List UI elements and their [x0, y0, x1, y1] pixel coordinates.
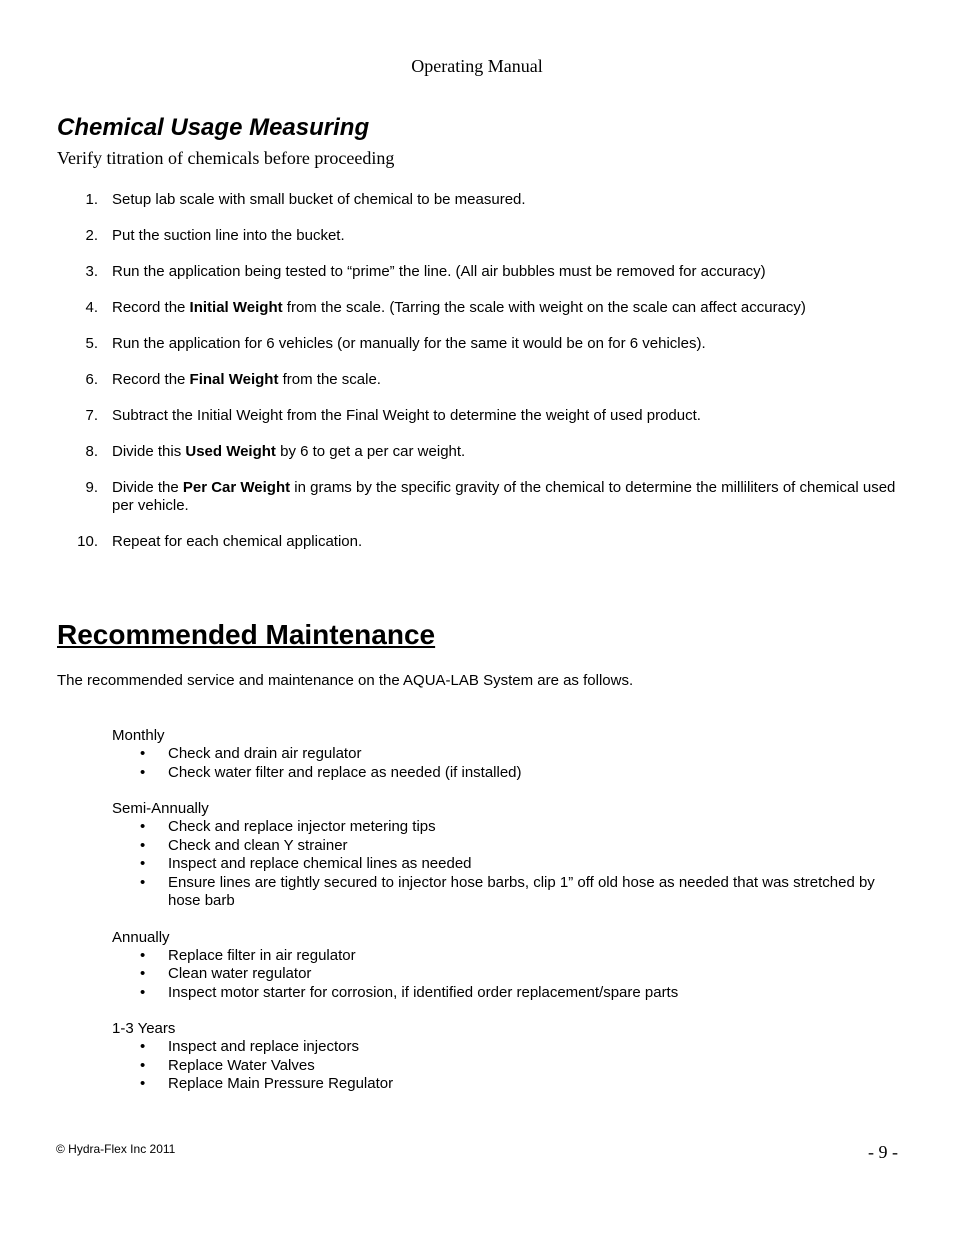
bullet-icon: • — [140, 946, 146, 964]
group-title: 1-3 Years — [112, 1020, 176, 1037]
maintenance-schedule — [0, 726, 900, 1111]
list-item — [0, 1038, 900, 1057]
maintenance-group-annually — [0, 928, 900, 1003]
step-number: 5. — [85, 335, 98, 352]
step-number: 10. — [77, 533, 98, 550]
step-bold-term: Initial Weight — [189, 299, 283, 316]
step-number: 3. — [85, 263, 98, 280]
list-item — [0, 837, 900, 856]
item-text: Replace Main Pressure Regulator — [168, 1075, 394, 1092]
step-text-after: in grams by the specific gravity of the chemical to determine the milliliters of chemical used per vehicle. — [112, 479, 896, 514]
step-text: Divide this — [112, 443, 186, 460]
bullet-icon: • — [140, 1075, 146, 1092]
step-number: 2. — [85, 227, 98, 244]
step-item — [0, 263, 900, 281]
list-item — [0, 984, 900, 1003]
maintenance-group-monthly — [0, 726, 900, 782]
item-text: Inspect motor starter for corrosion, if identified order replacement/spare parts — [168, 983, 679, 1001]
item-text: Ensure lines are tightly secured to injector hose barbs, clip 1” off old hose as needed that was stretched by hose barb — [168, 873, 875, 909]
list-item — [0, 1075, 900, 1094]
step-text: Subtract the Initial Weight from the Final Weight to determine the weight of used product. — [112, 407, 701, 424]
item-text: Inspect and replace chemical lines as needed — [168, 855, 472, 872]
step-item — [0, 335, 900, 353]
group-list — [0, 818, 900, 911]
step-item — [0, 227, 900, 245]
group-title: Monthly — [112, 727, 165, 744]
item-text: Check and replace injector metering tips — [168, 818, 436, 835]
step-text: Put the suction line into the bucket. — [112, 227, 345, 244]
chemical-usage-subtitle: Verify titration of chemicals before proceeding — [57, 148, 395, 168]
step-item — [0, 479, 900, 515]
chemical-steps-list — [0, 191, 900, 569]
step-item — [0, 533, 900, 551]
bullet-icon: • — [140, 745, 146, 762]
list-item — [0, 1057, 900, 1076]
item-text: Replace Water Valves — [168, 1056, 315, 1074]
bullet-icon: • — [140, 836, 146, 854]
list-item — [0, 947, 900, 966]
step-number: 6. — [85, 371, 98, 388]
list-item — [0, 855, 900, 874]
step-item — [0, 443, 900, 461]
maintenance-intro: The recommended service and maintenance on the AQUA-LAB System are as follows. — [57, 672, 634, 689]
group-title: Semi-Annually — [112, 800, 209, 817]
step-text-after: from the scale. — [278, 371, 381, 388]
step-number: 1. — [85, 191, 98, 208]
footer-copyright: © Hydra-Flex Inc 2011 — [56, 1142, 176, 1156]
step-item — [0, 299, 900, 317]
bullet-icon: • — [140, 983, 146, 1001]
step-item — [0, 371, 900, 389]
list-item — [0, 745, 900, 764]
group-list — [0, 947, 900, 1003]
list-item — [0, 874, 900, 911]
step-text: Repeat for each chemical application. — [112, 533, 363, 550]
maintenance-group-1-3-years — [0, 1019, 900, 1094]
item-text: Inspect and replace injectors — [168, 1038, 359, 1055]
step-number: 9. — [85, 479, 98, 496]
step-text: Record the — [112, 299, 190, 316]
step-number: 4. — [85, 299, 98, 316]
maintenance-heading: Recommended Maintenance — [57, 619, 436, 650]
step-bold-term: Final Weight — [189, 371, 279, 388]
bullet-icon: • — [140, 873, 146, 891]
step-text-after: from the scale. (Tarring the scale with weight on the scale can affect accuracy) — [282, 299, 806, 316]
page-header: Operating Manual — [411, 56, 543, 76]
step-text: Run the application being tested to “prime” the line. (All air bubbles must be removed for accuracy) — [112, 263, 766, 280]
bullet-icon: • — [140, 1056, 146, 1074]
item-text: Clean water regulator — [168, 965, 312, 982]
bullet-icon: • — [140, 818, 146, 835]
step-text: Divide the — [112, 479, 183, 496]
maintenance-group-semi-annually — [0, 799, 900, 911]
step-bold-term: Per Car Weight — [182, 479, 291, 496]
item-text: Replace filter in air regulator — [168, 946, 356, 964]
step-bold-term: Used Weight — [185, 443, 276, 460]
step-text-after: by 6 to get a per car weight. — [275, 443, 466, 460]
list-item — [0, 818, 900, 837]
footer-page-number: - 9 - — [868, 1142, 898, 1162]
bullet-icon: • — [140, 855, 146, 872]
item-text: Check and drain air regulator — [168, 745, 362, 762]
group-title: Annually — [112, 928, 170, 946]
step-item — [0, 191, 900, 209]
bullet-icon: • — [140, 763, 146, 781]
list-item — [0, 764, 900, 783]
step-item — [0, 407, 900, 425]
bullet-icon: • — [140, 1038, 146, 1055]
group-list — [0, 1038, 900, 1094]
step-text: Record the — [112, 371, 190, 388]
list-item — [0, 965, 900, 984]
chemical-usage-heading: Chemical Usage Measuring — [57, 114, 370, 141]
item-text: Check and clean Y strainer — [168, 836, 348, 854]
step-text: Setup lab scale with small bucket of chemical to be measured. — [112, 191, 526, 208]
item-text: Check water filter and replace as needed (if installed) — [168, 763, 522, 781]
bullet-icon: • — [140, 965, 146, 982]
step-number: 8. — [85, 443, 98, 460]
step-text: Run the application for 6 vehicles (or manually for the same it would be on for 6 vehicles). — [112, 335, 706, 352]
group-list — [0, 745, 900, 782]
step-number: 7. — [85, 407, 98, 424]
